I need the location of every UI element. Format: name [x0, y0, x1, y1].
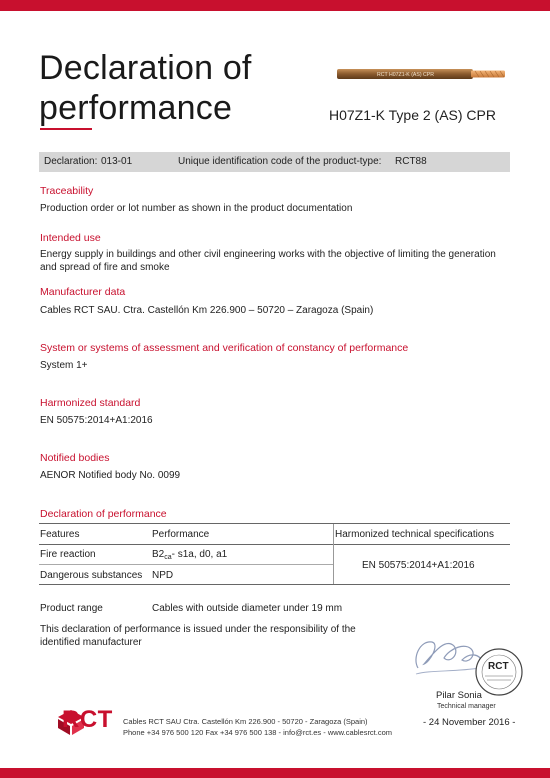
table-row-feature: Fire reaction: [40, 549, 96, 560]
table-header-spec: Harmonized technical specifications: [335, 529, 494, 540]
responsibility-statement: This declaration of performance is issued under the responsibility of the identified manufacturer: [40, 624, 356, 648]
section-body-intended-use: Energy supply in buildings and other civil engineering works with the objective of limiting the generation and spread of fire and smoke: [40, 249, 496, 273]
cable-image: [337, 69, 505, 79]
section-title-traceability: Traceability: [40, 185, 94, 197]
declaration-date: - 24 November 2016 -: [423, 717, 516, 728]
section-body-system: System 1+: [40, 360, 88, 371]
section-title-system: System or systems of assessment and verification of constancy of performance: [40, 342, 409, 354]
title-line-1: Declaration of: [39, 49, 252, 87]
title-underline: [40, 128, 92, 130]
section-title-manufacturer: Manufacturer data: [40, 286, 126, 298]
section-title-intended-use: Intended use: [40, 232, 101, 244]
company-stamp: [475, 648, 523, 696]
footer-contact: Phone +34 976 500 120 Fax +34 976 500 138 - info@rct.es - www.cablesrct.com: [123, 728, 393, 737]
product-range-label: Product range: [40, 603, 103, 614]
signer-name: Pilar Sonia: [436, 690, 482, 701]
signature-image: [410, 628, 485, 684]
table-divider: [333, 524, 334, 584]
section-body-manufacturer: Cables RCT SAU. Ctra. Castellón Km 226.900 – 50720 – Zaragoza (Spain): [40, 305, 374, 316]
page-title: [39, 48, 252, 128]
table-row-performance: [152, 549, 227, 561]
perf-rest: - s1a, d0, a1: [171, 549, 228, 560]
section-body-traceability: Production order or lot number as shown in the product documentation: [40, 203, 353, 214]
declaration-number: 013-01: [101, 156, 133, 167]
section-body-standard: EN 50575:2014+A1:2016: [40, 415, 153, 426]
table-row-rule: [39, 564, 333, 565]
section-body-notified: AENOR Notified body No. 0099: [40, 470, 181, 481]
table-row-performance: NPD: [152, 570, 174, 581]
title-line-2: performance: [39, 89, 233, 127]
logo-text: RCT: [62, 706, 113, 733]
declaration-label: Declaration:: [44, 156, 98, 167]
uic-value: RCT88: [395, 156, 427, 167]
table-bottom-rule: [39, 584, 510, 585]
top-accent-bar: [0, 0, 550, 11]
declaration-bar: [39, 152, 510, 172]
uic-label: Unique identification code of the product-type:: [178, 156, 382, 167]
product-range-value: Cables with outside diameter under 19 mm: [152, 603, 343, 614]
section-title-notified: Notified bodies: [40, 452, 110, 464]
section-title-dop: Declaration of performance: [40, 508, 167, 520]
footer-address: Cables RCT SAU Ctra. Castellón Km 226.900 - 50720 - Zaragoza (Spain): [123, 717, 368, 726]
table-top-rule: [39, 523, 510, 524]
cable-marking-text: RCT H07Z1-K (AS) CPR: [377, 72, 434, 78]
table-header-performance: Performance: [152, 529, 210, 540]
perf-main: B2: [152, 549, 165, 560]
product-type: H07Z1-K Type 2 (AS) CPR: [328, 107, 496, 123]
stamp-text: RCT: [488, 661, 509, 672]
perf-sub: ca: [164, 554, 172, 561]
table-header-features: Features: [40, 529, 80, 540]
table-header-rule: [39, 544, 510, 545]
section-title-standard: Harmonized standard: [40, 397, 141, 409]
table-row-feature: Dangerous substances: [40, 570, 143, 581]
table-spec-value: EN 50575:2014+A1:2016: [362, 560, 475, 571]
signer-role: Technical manager: [437, 703, 496, 710]
bottom-accent-bar: [0, 768, 550, 778]
